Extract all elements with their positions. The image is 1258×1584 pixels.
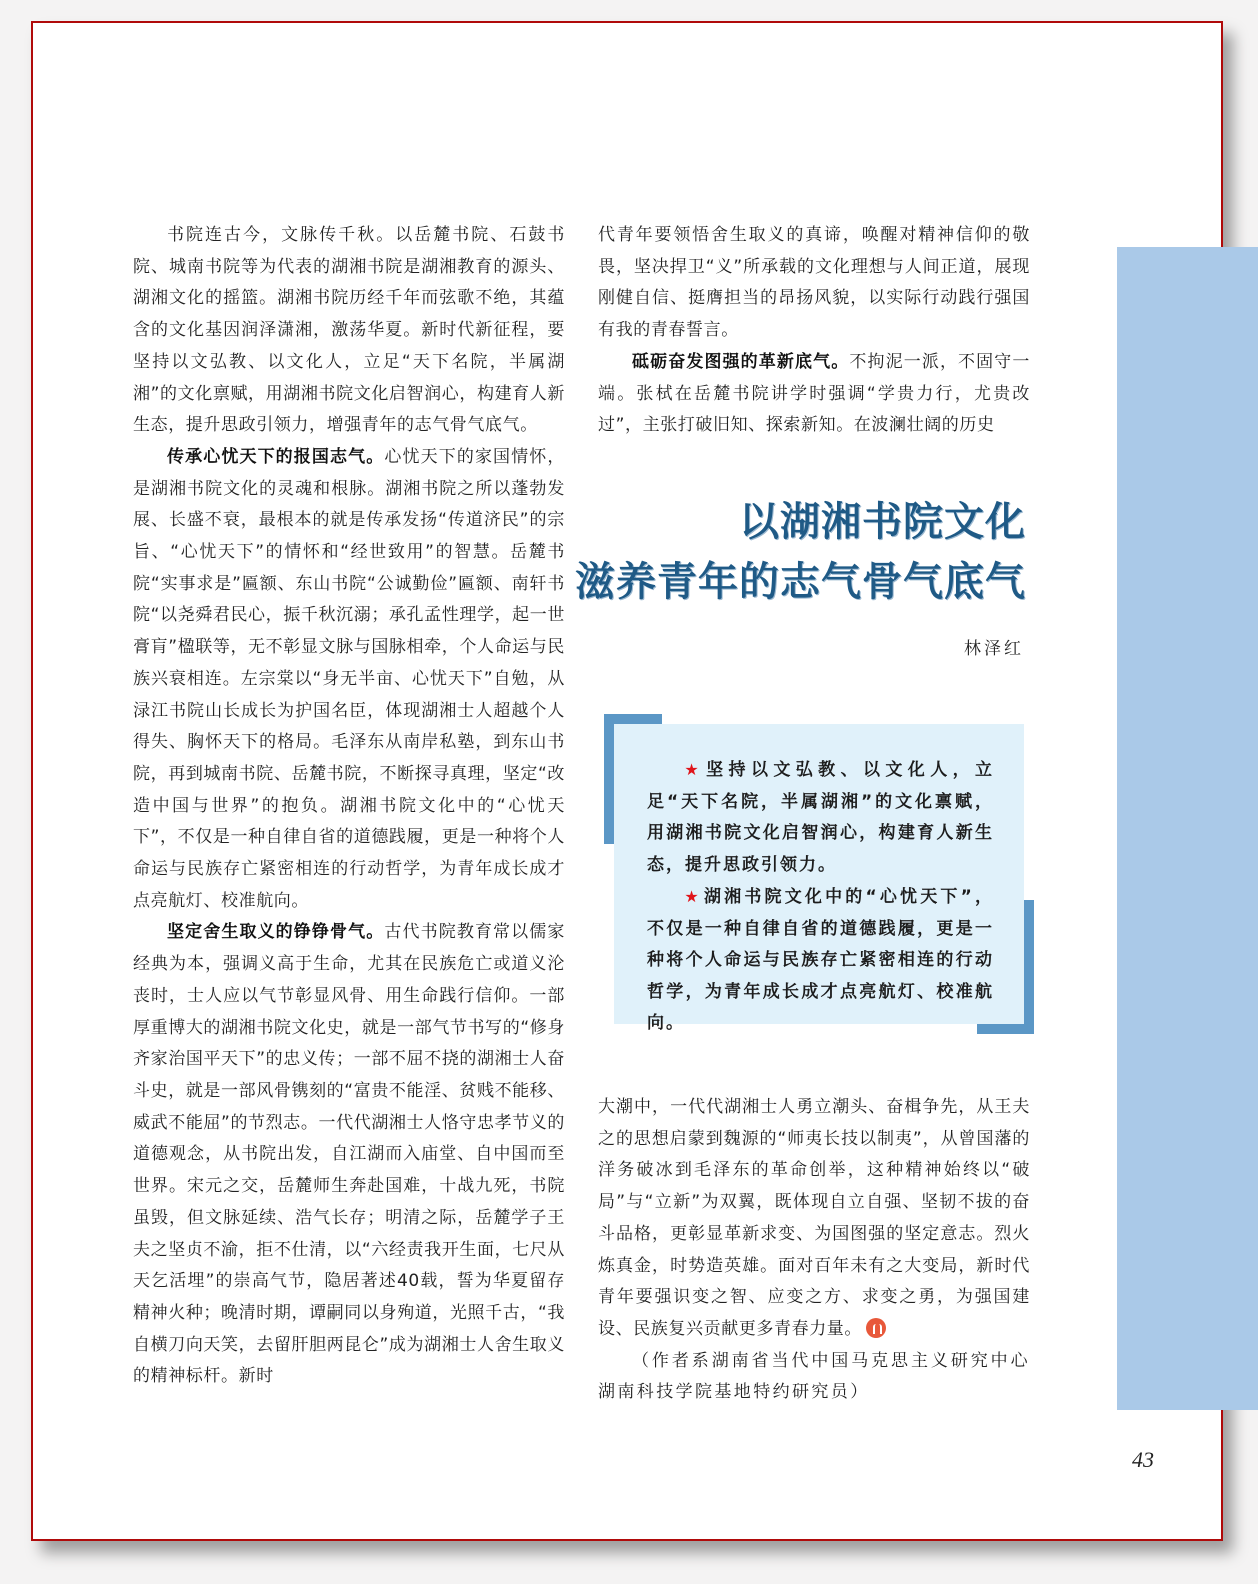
section-body-2: 古代书院教育常以儒家经典为本，强调义高于生命，尤其在民族危亡或道义沦丧时，士人应以气节彰显风骨、用生命践行信仰。一部厚重博大的湖湘书院文化史，就是一部气节书写的“修身齐家治国平天下”的忠义传；一部不屈不挠的湖湘士人奋斗史，就是一部风骨镌刻的“富贵不能淫、贫贱不能移、威武不能屈”的节烈志。一代代湖湘士人恪守忠孝节义的道德观念，从书院出发，自江湖而入庙堂、自中国而至世界。宋元之交，岳麓师生奔赴国难，十战九死，书院虽毁，但文脉延续、浩气长存；明清之际，岳麓学子王夫之坚贞不渝，拒不仕清，以“六经责我开生面，七尺从天乞活埋”的崇高气节，隐居著述40载，誓为华夏留存精神火种；晚清时期，谭嗣同以身殉道，光照千古，“我自横刀向天笑，去留肝胆两昆仑”成为湖湘士人舍生取义的精神标杆。新时 [133, 922, 566, 1387]
author-affiliation-note: （作者系湖南省当代中国马克思主义研究中心湖南科技学院基地特约研究员） [598, 1350, 1030, 1403]
title-line-2: 滋养青年的志气骨气底气 [575, 558, 1026, 605]
star-icon: ★ [684, 760, 705, 779]
section-body-3: 不拘泥一派，不固守一端。张栻在岳麓书院讲学时强调“学贵力行，尤贵改过”，主张打破旧知、探索新知。在波澜壮阔的历史 [598, 351, 1031, 436]
section-2-continued: 代青年要领悟舍生取义的真谛，唤醒对精神信仰的敬畏，坚决捍卫“义”所承载的文化理想与人间正道，展现刚健自信、挺膺担当的昂扬风貌，以实际行动践行强国有我的青春誓言。 [598, 225, 1030, 341]
pull-quote-box [614, 724, 1024, 1033]
section-paragraph-3 [598, 347, 1030, 442]
section-body-1: 心忧天下的家国情怀，是湖湘书院文化的灵魂和根脉。湖湘书院之所以蓬勃发展、长盛不衰，最根本的就是传承发扬“传道济民”的宗旨、“心忧天下”的情怀和“经世致用”的智慧。岳麓书院“实事求是”匾额、东山书院“公诚勤俭”匾额、南轩书院“以尧舜君民心，振千秋沉溺；承孔孟性理学，起一世膏肓”楹联等，无不彰显文脉与国脉相牵，个人命运与民族兴衰相连。左宗棠以“身无半亩、心忧天下”自勉，从渌江书院山长成长为护国名臣，体现湖湘士人超越个人得失、胸怀天下的格局。毛泽东从南岸私塾，到东山书院，再到城南书院、岳麓书院，不断探寻真理，坚定“改造中国与世界”的抱负。湖湘书院文化中的“心忧天下”，不仅是一种自律自省的道德践履，更是一种将个人命运与民族存亡紧密相连的行动哲学，为青年成长成才点亮航灯、校准航向。 [133, 446, 566, 911]
decorative-side-strip [1117, 247, 1258, 1410]
section-paragraph-1 [133, 442, 565, 918]
title-line-1: 以湖湘书院文化 [739, 498, 1026, 545]
section-3-continued: 大潮中，一代代湖湘士人勇立潮头、奋楫争先，从王夫之的思想启蒙到魏源的“师夷长技以制夷”，从曾国藩的洋务破冰到毛泽东的革命创举，这种精神始终以“破局”与“立新”为双翼，既体现自立自强、坚韧不拔的奋斗品格，更彰显革新求变、为国图强的坚定意志。烈火炼真金，时势造英雄。面对百年未有之大变局，新时代青年要强识变之智、应变之方、求变之勇，为强国建设、民族复兴贡献更多青春力量。 [598, 1097, 1030, 1339]
right-column-bottom [598, 1092, 1030, 1409]
left-column [133, 220, 565, 1393]
intro-paragraph: 书院连古今，文脉传千秋。以岳麓书院、石鼓书院、城南书院等为代表的湖湘书院是湖湘教育的源头、湖湘文化的摇篮。湖湘书院历经千年而弦歌不绝，其蕴含的文化基因润泽潇湘，激荡华夏。新时代新征程，要坚持以文弘教、以文化人，立足“天下名院，半属湖湘”的文化禀赋，用湖湘书院文化启智润心，构建育人新生态，提升思政引领力，增强青年的志气骨气底气。 [133, 225, 565, 436]
section-heading-1: 传承心忧天下的报国志气。 [167, 446, 385, 467]
section-heading-3: 砥砺奋发图强的革新底气。 [632, 351, 850, 372]
article-end-mark-icon [866, 1318, 886, 1338]
magazine-page [31, 21, 1223, 1541]
star-icon: ★ [684, 887, 702, 906]
article-title [575, 492, 1026, 612]
author-name: 林泽红 [964, 639, 1024, 659]
section-paragraph-2 [133, 917, 565, 1393]
pull-quote-item-2: ★ 湖湘书院文化中的“心忧天下”，不仅是一种自律自省的道德践履，更是一种将个人命运与民族存亡紧密相连的行动哲学，为青年成长成才点亮航灯、校准航向。 [647, 887, 994, 1033]
right-column-top [598, 220, 1030, 442]
pull-quote-item-1: ★ 坚持以文弘教、以文化人，立足“天下名院，半属湖湘”的文化禀赋，用湖湘书院文化启智润心，构建育人新生态，提升思政引领力。 [647, 760, 995, 875]
section-heading-2: 坚定舍生取义的铮铮骨气。 [167, 922, 385, 943]
page-number: 43 [1132, 1447, 1154, 1472]
